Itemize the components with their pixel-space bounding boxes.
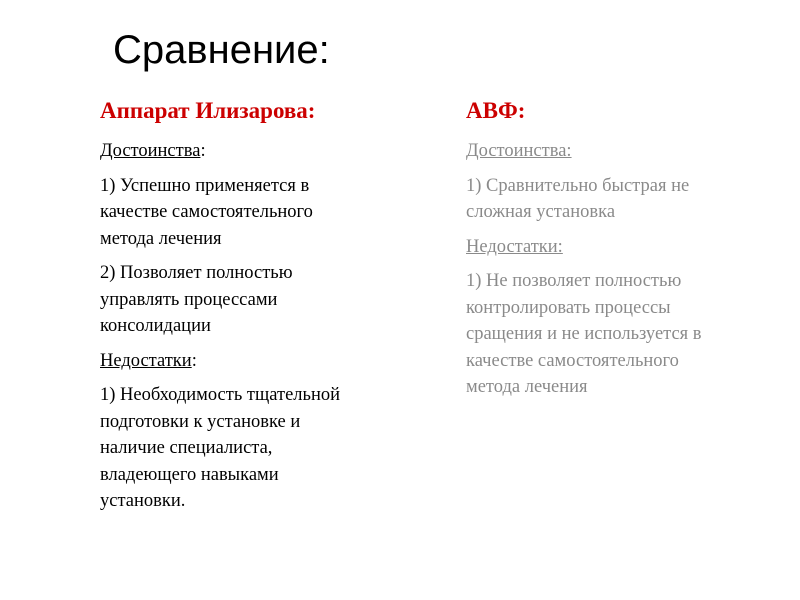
right-column bbox=[466, 96, 786, 409]
list-item-line: 1) Сравнительно быстрая не bbox=[466, 175, 690, 196]
list-item-line: подготовки к установке и bbox=[100, 411, 301, 432]
right-column-heading: АВФ: bbox=[466, 98, 526, 123]
left-advantages-label bbox=[100, 138, 420, 165]
right-advantages-label-text: Достоинства: bbox=[466, 141, 572, 161]
list-item-line: 2) Позволяет полностью bbox=[100, 263, 293, 283]
slide-title: Сравнение: bbox=[113, 28, 330, 72]
right-advantage-item bbox=[466, 173, 786, 226]
list-item-line: 1) Не позволяет полностью bbox=[466, 271, 682, 291]
list-item-line: контролировать процессы bbox=[466, 297, 671, 318]
left-disadvantages-label bbox=[100, 348, 420, 375]
list-item-line: владеющего навыками bbox=[100, 464, 279, 485]
list-item-line: наличие специалиста, bbox=[100, 438, 273, 458]
left-column-heading: Аппарат Илизарова: bbox=[100, 98, 316, 123]
list-item-line: 1) Необходимость тщательной bbox=[100, 385, 340, 405]
left-advantage-item bbox=[100, 260, 420, 340]
list-item-line: управлять процессами bbox=[100, 289, 278, 310]
list-item-line: метода лечения bbox=[100, 228, 222, 249]
right-advantages-label bbox=[466, 138, 786, 165]
right-disadvantage-item bbox=[466, 268, 786, 401]
list-item-line: консолидации bbox=[100, 316, 211, 336]
left-advantages-label-text: Достоинства bbox=[100, 141, 201, 161]
left-disadvantages-label-colon: : bbox=[191, 350, 197, 371]
left-advantages-label-colon: : bbox=[200, 141, 206, 161]
right-disadvantages-label-text: Недостатки: bbox=[466, 236, 563, 257]
list-item-line: метода лечения bbox=[466, 377, 588, 397]
list-item-line: 1) Успешно применяется в bbox=[100, 175, 310, 196]
list-item-line: качестве самостоятельного bbox=[466, 350, 679, 371]
left-advantage-item bbox=[100, 173, 420, 253]
list-item-line: сложная установка bbox=[466, 202, 616, 222]
left-disadvantages-label-text: Недостатки bbox=[100, 350, 192, 371]
left-disadvantage-item bbox=[100, 382, 420, 515]
list-item-line: сращения и не используется в bbox=[466, 324, 702, 344]
list-item-line: качестве самостоятельного bbox=[100, 202, 313, 222]
right-disadvantages-label bbox=[466, 234, 786, 261]
left-column bbox=[100, 96, 420, 523]
list-item-line: установки. bbox=[100, 491, 186, 511]
